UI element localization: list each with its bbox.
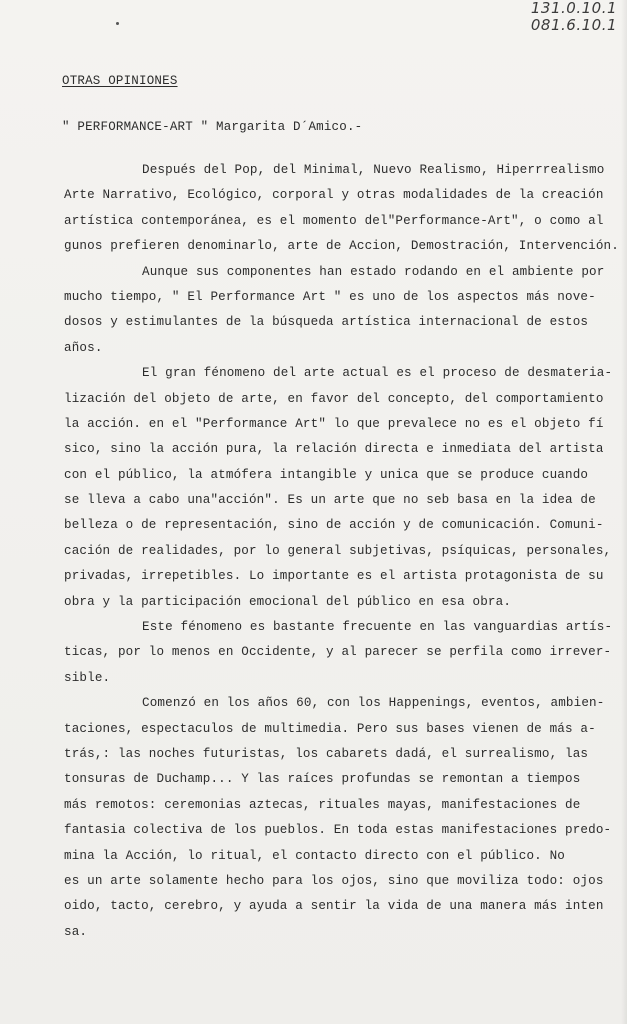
body-line: sible.: [64, 670, 111, 685]
section-heading: OTRAS OPINIONES: [62, 74, 178, 88]
body-line: dosos y estimulantes de la búsqueda artística internacional de estos: [64, 315, 589, 330]
body-line: artística contemporánea, es el momento del"Performance-Art", o como al: [64, 213, 604, 228]
body-line: privadas, irrepetibles. Lo importante es el artista protagonista de su: [64, 569, 604, 584]
body-line: obra y la participación emocional del público en esa obra.: [64, 594, 512, 609]
body-line: tonsuras de Duchamp... Y las raíces profundas se remontan a tiempos: [64, 772, 581, 787]
body-line: mina la Acción, lo ritual, el contacto directo con el público. No: [64, 848, 565, 863]
body-line: Este fénomeno es bastante frecuente en las vanguardias artís-: [142, 620, 613, 635]
body-line: más remotos: ceremonias aztecas, rituales mayas, manifestaciones de: [64, 797, 581, 812]
archive-code-2: 081.6.10.1: [530, 16, 617, 34]
ink-dot: [116, 22, 119, 25]
archive-codes: [531, 0, 617, 34]
body-line: años.: [64, 340, 103, 355]
body-line: oido, tacto, cerebro, y ayuda a sentir la vida de una manera más inten: [64, 899, 604, 914]
body-line: gunos prefieren denominarlo, arte de Accion, Demostración, Intervención.: [64, 239, 619, 254]
body-line: la acción. en el "Performance Art" lo que prevalece no es el objeto fí: [64, 416, 604, 431]
body-line: es un arte solamente hecho para los ojos, sino que moviliza todo: ojos: [64, 873, 604, 888]
body-line: Comenzó en los años 60, con los Happenings, eventos, ambien-: [142, 696, 605, 711]
body-line: sa.: [64, 924, 88, 939]
body-line: belleza o de representación, sino de acción y de comunicación. Comuni-: [64, 518, 604, 533]
body-line: taciones, espectaculos de multimedia. Pero sus bases vienen de más a-: [64, 721, 596, 736]
article-title: " PERFORMANCE-ART " Margarita D´Amico.-: [62, 120, 363, 134]
body-line: trás,: las noches futuristas, los cabarets dadá, el surrealismo, las: [64, 746, 589, 761]
page-edge-shadow: [621, 0, 627, 1024]
archive-code-1: 131.0.10.1: [530, 0, 617, 17]
body-line: se lleva a cabo una"acción". Es un arte que no seb basa en la idea de: [64, 493, 596, 508]
body-line: Después del Pop, del Minimal, Nuevo Realismo, Hiperrrealismo: [142, 163, 605, 177]
body-line: sico, sino la acción pura, la relación directa e inmediata del artista: [64, 442, 604, 457]
body-line: cación de realidades, por lo general subjetivas, psíquicas, personales,: [64, 543, 612, 558]
body-line: lización del objeto de arte, en favor del concepto, del comportamiento: [64, 391, 604, 406]
body-line: fantasia colectiva de los pueblos. En toda estas manifestaciones predo-: [64, 823, 612, 838]
body-line: ticas, por lo menos en Occidente, y al parecer se perfila como irrever-: [64, 645, 612, 660]
body-line: El gran fénomeno del arte actual es el proceso de desmateria-: [142, 366, 613, 381]
body-line: Arte Narrativo, Ecológico, corporal y otras modalidades de la creación: [64, 188, 604, 203]
body-line: Aunque sus componentes han estado rodando en el ambiente por: [142, 264, 605, 279]
body-line: con el público, la atmófera intangible y unica que se produce cuando: [64, 467, 589, 482]
article-body: [64, 158, 619, 945]
body-line: mucho tiempo, " El Performance Art " es uno de los aspectos más nove-: [64, 289, 596, 304]
